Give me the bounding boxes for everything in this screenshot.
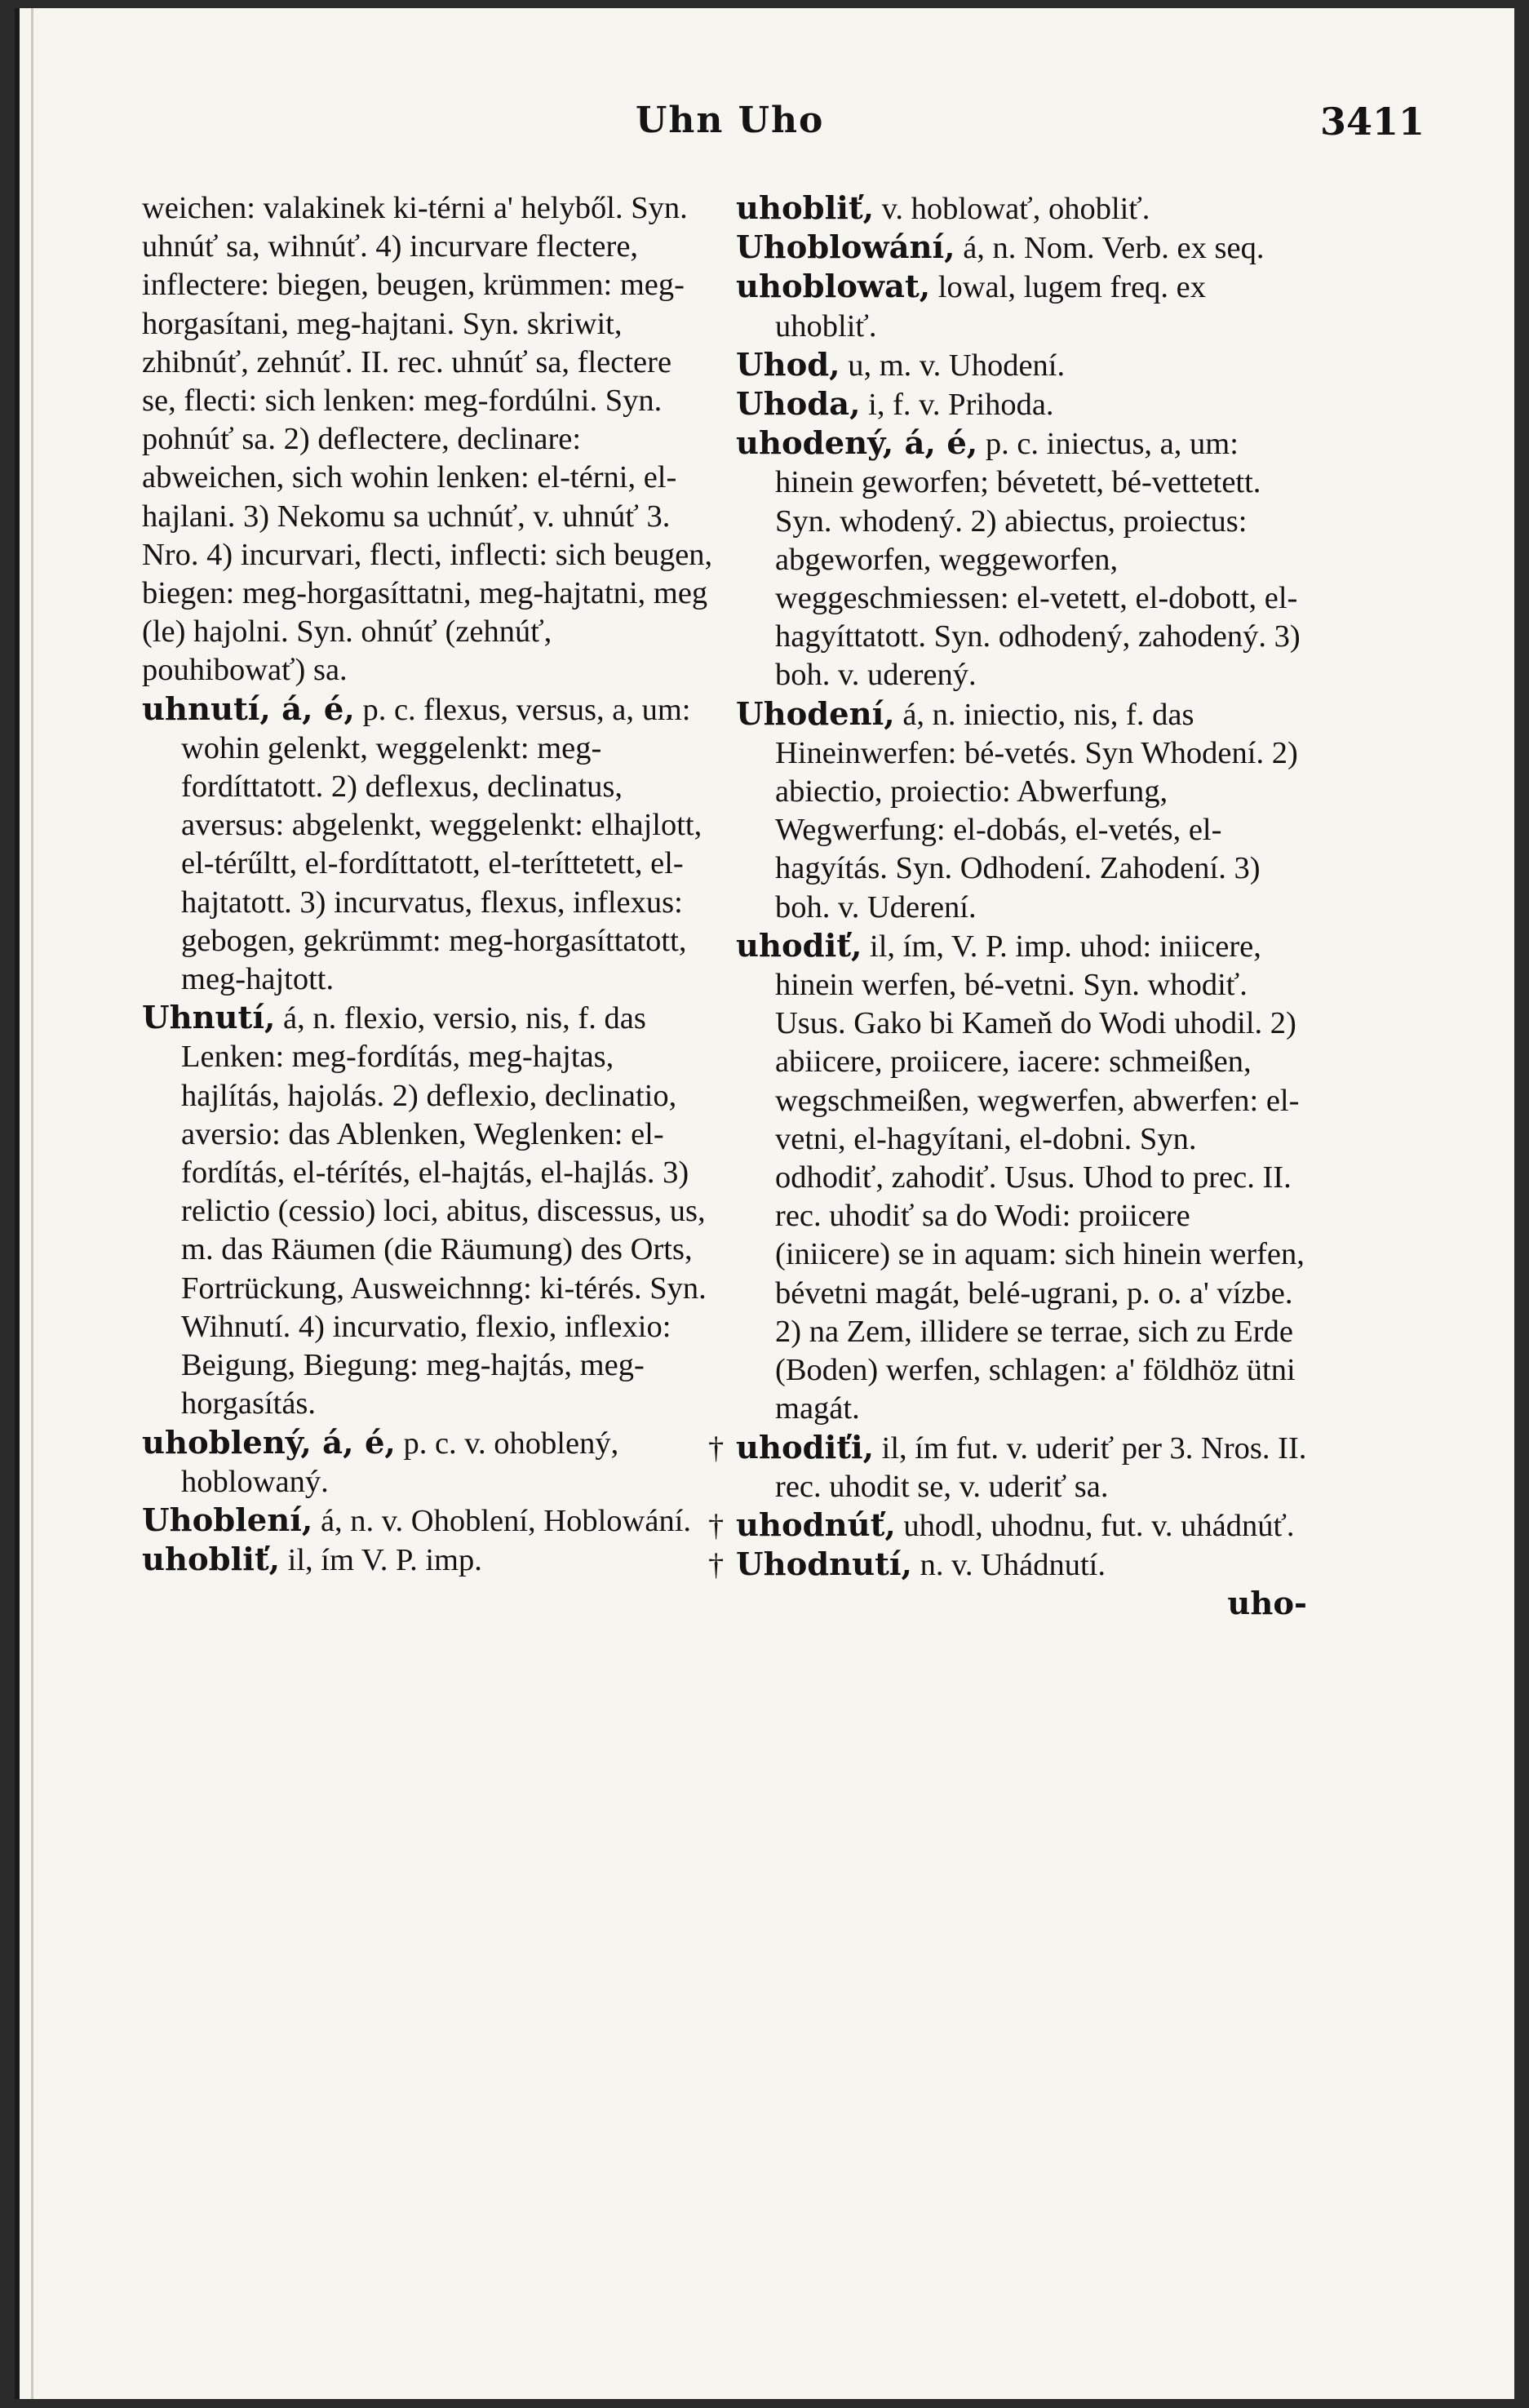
headword: Uhoblowání, [736, 229, 955, 267]
dictionary-entry: Uhoda, i, f. v. Prihoda. [736, 386, 1054, 424]
dictionary-entry: uhnutí, á, é, p. c. flexus, versus, a, um: wohin gelenkt, weggelenkt: meg-fordíttatott. 2) deflexus, declinatus, aversus: abgelenkt, weggelenkt: elhajlott, el-térűltt, el-fordíttatott, el-teríttetett, el-hajtatott. 3) incurvatus, flexus, inflexus: gebogen, gekrümmt: meg-horgasíttatott, meg-hajtott. [142, 690, 702, 997]
dictionary-entry: uhobliť, il, ím V. P. imp. [142, 1541, 482, 1579]
dictionary-entry: † uhodiťi, il, ím fut. v. uderiť per 3. Nros. II. rec. uhodit se, v. uderiť sa. [708, 1429, 1307, 1504]
headword: uhodiť, [736, 927, 862, 965]
page-header [20, 100, 1514, 157]
headword: uhnutí, á, é, [142, 690, 355, 728]
page-fold-edge [31, 8, 33, 2399]
dictionary-entry: Uhoblení, á, n. v. Ohoblení, Hoblowání. [142, 1501, 692, 1539]
headword: uhodený, á, é, [736, 425, 978, 463]
headword: Uhnutí, [142, 1000, 276, 1037]
left-column [142, 189, 713, 1580]
dictionary-entry: Uhod, u, m. v. Uhodení. [736, 346, 1066, 384]
dictionary-entry: Uhnutí, á, n. flexio, versio, nis, f. das Lenken: meg-fordítás, meg-hajtas, hajlítás, hajolás. 2) deflexio, declinatio, aversio: das Ablenken, Weglenken: el-fordítás, el-térítés, el-hajtás, el-hajlás. 3) relictio (cessio) loci, abitus, discessus, us, m. das Räumen (die Räumung) des Orts, Fortrückung, Ausweichnng: ki-térés. Syn. Wihnutí. 4) incurvatio, flexio, inflexio: Beigung, Biegung: meg-hajtás, meg-horgasítás. [142, 1000, 707, 1421]
dictionary-page [15, 8, 1514, 2399]
headword: uhodnúť, [736, 1506, 896, 1544]
headword: uhobliť, [142, 1541, 281, 1579]
dictionary-entry: uhodený, á, é, p. c. iniectus, a, um: hinein geworfen; bévetett, bé-vettetett. Syn. whodený. 2) abiectus, proiectus: abgeworfen, weggeworfen, weggeschmiessen: el-vetett, el-dobott, el-hagyíttatott. Syn. odhodený, zahodený. 3) boh. v. uderený. [736, 425, 1301, 693]
guide-words: Uhn Uho [636, 100, 825, 141]
headword: Uhodnutí, [736, 1546, 912, 1584]
dictionary-entry: † Uhodnutí, n. v. Uhádnutí. [736, 1545, 1307, 1585]
entry-continuation: weichen: valakinek ki-térni a' helyből. Syn. uhnúť sa, wihnúť. 4) incurvare flectere, inflectere: biegen, beugen, krümmen: meg-horgasítani, meg-hajtani. Syn. skriwit, zhibnúť, zehnúť. II. rec. uhnúť sa, flectere se, flecti: sich lenken: meg-fordúlni. Syn. pohnúť sa. 2) deflectere, declinare: abweichen, sich wohin lenken: el-térni, el-hajlani. 3) Nekomu sa uchnúť, v. uhnúť 3. Nro. 4) incurvari, flecti, inflecti: sich beugen, biegen: meg-horgasíttatni, meg-hajtatni, meg (le) hajolni. Syn. ohnúť (zehnúť, pouhibowať) sa. [142, 191, 713, 688]
headword: uhoblený, á, é, [142, 1424, 396, 1461]
headword: Uhoblení, [142, 1501, 313, 1539]
dictionary-entry: Uhoblowání, á, n. Nom. Verb. ex seq. [736, 229, 1265, 267]
headword: uhoblowat, [736, 268, 931, 306]
catchword: uho- [1227, 1585, 1307, 1623]
headword: Uhod, [736, 346, 840, 384]
headword: uhodiťi, [736, 1429, 875, 1466]
dictionary-entry: uhoblený, á, é, p. c. v. ohoblený, hoblowaný. [142, 1424, 619, 1499]
dictionary-entry: Uhodení, á, n. iniectio, nis, f. das Hineinwerfen: bé-vetés. Syn Whodení. 2) abiectio, proiectio: Abwerfung, Wegwerfung: el-dobás, el-vetés, el-hagyítás. Syn. Odhodení. Zahodení. 3) boh. v. Uderení. [736, 695, 1298, 925]
headword: Uhoda, [736, 386, 861, 424]
dagger-mark: † [708, 1508, 725, 1543]
headword: uhobliť, [736, 190, 875, 227]
dagger-mark: † [708, 1548, 725, 1583]
page-number: 3411 [1319, 100, 1425, 144]
dictionary-entry: uhoblowat, lowal, lugem freq. ex uhobliť. [736, 268, 1207, 344]
headword: Uhodení, [736, 695, 895, 733]
right-column [708, 189, 1307, 1625]
dagger-mark: † [708, 1430, 725, 1466]
dictionary-entry: uhodiť, il, ím, V. P. imp. uhod: iniicere, hinein werfen, bé-vetni. Syn. whodiť. Usus. Gako bi Kameň do Wodi uhodil. 2) abiicere, proiicere, iacere: schmeißen, wegschmeißen, wegwerfen, abwerfen: el-vetni, el-hagyítani, el-dobni. Syn. odhodiť, zahodiť. Usus. Uhod to prec. II. rec. uhodiť sa do Wodi: proiicere (iniicere) se in aquam: sich hinein werfen, bévetni magát, belé-ugrani, p. o. a' vízbe. 2) na Zem, illidere se terrae, sich zu Erde (Boden) werfen, schlagen: a' földhöz ütni magát. [736, 927, 1305, 1426]
dictionary-entry: uhobliť, v. hoblowať, ohobliť. [736, 190, 1150, 227]
dictionary-entry: † uhodnúť, uhodl, uhodnu, fut. v. uhádnúť. [736, 1506, 1307, 1545]
